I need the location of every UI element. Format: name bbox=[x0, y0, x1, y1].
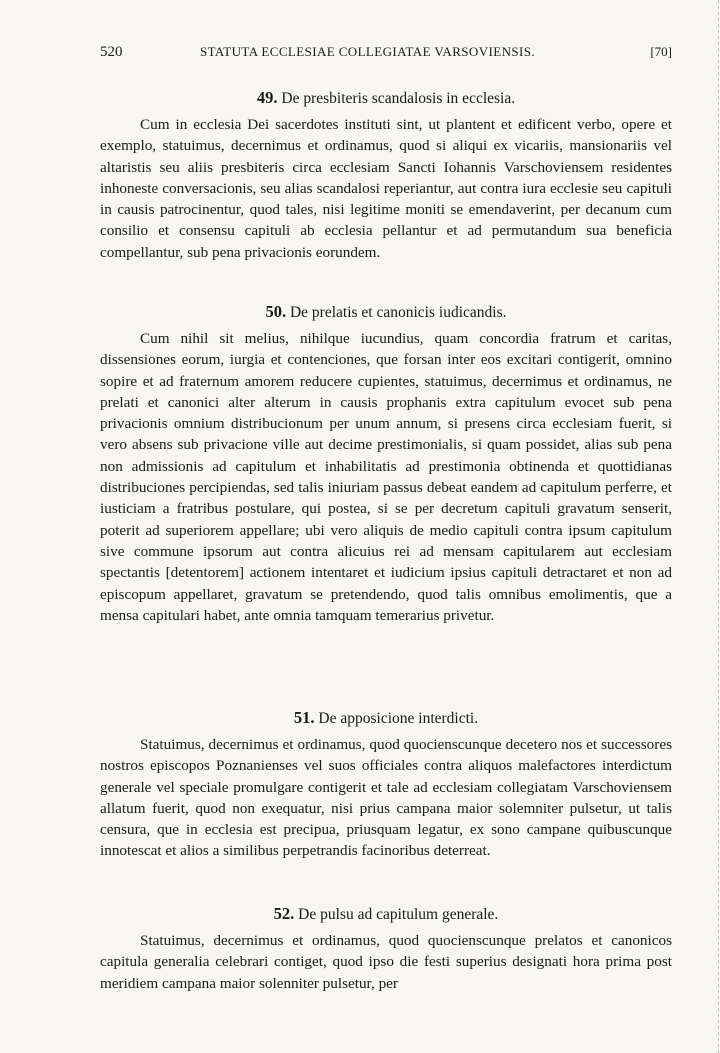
section-title: De apposicione interdicti. bbox=[318, 710, 479, 727]
section-number: 49. bbox=[256, 88, 278, 107]
running-title: STATUTA ECCLESIAE COLLEGIATAE VARSOVIENSIS. bbox=[200, 44, 535, 59]
section-heading bbox=[100, 902, 672, 926]
section-heading bbox=[100, 86, 672, 110]
section-text: Statuimus, decernimus et ordinamus, quod quocienscunque prelatos et canonicos capitula generalia celebrari contiget, quod ipso die festi superius designati hora prima post meridiem campana maior solenniter pulsetur, per bbox=[100, 932, 672, 992]
section-title: De prelatis et canonicis iudicandis. bbox=[289, 304, 507, 321]
scan-edge-rule bbox=[718, 0, 719, 1053]
section-text: Cum nihil sit melius, nihilque iucundius, quam concordia fratrum et caritas, dissensiones eorum, iurgia et contenciones, que forsan inter eos excitari contigerit, omnino sopire et ad fraternum amorem reducere cupientes, statuimus, decernimus et ordinamus, ne prelati et canonici alter alterum in causis prophanis extra capitulum evocet sub pena privacionis omnium distribucionum per unum annum, si presens circa ecclesiam fuerit, si vero absens sub privacione ville aut decime prestimonialis, si quam possidet, alias sub pena non admissionis ad capitulum et inhabilitatis ad prestimonia obtinenda et quottidianas distribuciones percipiendas, sed talis iniuriam passus debeat eandem ad capitulum perferre, et iusticiam a fratribus postulare, qui postea, si se per decretum capituli gravatum senserit, poterit ad superiorem appellare; ubi vero aliquis de medio capituli contra ipsum capitulum sive commune ipsorum aut contra alicuius rei ad mensam capitularem aut ecclesiam spectantis [detentorem] actionem intentaret et iudicium ipsius capituli detractaret et non ad episcopum appellaret, gravatum se pretendendo, quod talis omnibus emolimentis, que a mensa capitulari habet, ante omnia tamquam temerarius privetur. bbox=[100, 330, 672, 624]
section-49 bbox=[100, 86, 672, 263]
section-50 bbox=[100, 300, 672, 626]
section-number: 52. bbox=[273, 904, 295, 923]
section-heading bbox=[100, 706, 672, 730]
section-number: 50. bbox=[265, 302, 287, 321]
section-52 bbox=[100, 902, 672, 994]
section-heading bbox=[100, 300, 672, 324]
page-number: 520 bbox=[100, 44, 123, 60]
section-text: Cum in ecclesia Dei sacerdotes instituti sint, ut plantent et edificent verbo, opere et exemplo, statuimus, decernimus et ordinamus, quod si aliqui ex vicariis, mansionariis vel altaristis seu aliis presbiteris circa ecclesiam Sancti Iohannis Varschoviensem residentes inhoneste conversacionis, seu alias scandalosi reperiantur, aut contra iura ecclesie seu capituli in causis patrocinentur, quod tales, nisi legitime moniti se emendaverint, per decanum cum consilio et consensu capituli ab ecclesia pellantur et ad permutandum sua beneficia compellantur, sub pena privacionis eorundem. bbox=[100, 116, 672, 261]
section-text: Statuimus, decernimus et ordinamus, quod quocienscunque decetero nos et successores nostros episcopos Poznanienses vel suos officiales contra aliquos malefactores interdictum generale vel speciale promulgare contigerit et tale ad ecclesiam collegiatam Varschoviensem allatum fuerit, quod non exequatur, nisi prius campana maior solemniter pulsetur, ut talis censura, que in ecclesia est precipua, priusquam legatur, ex sono campane quibuscunque innotescat et alios a similibus perpetrandis facinoribus deterreat. bbox=[100, 736, 672, 860]
section-title: De presbiteris scandalosis in ecclesia. bbox=[281, 90, 516, 107]
running-header bbox=[100, 44, 672, 64]
section-51 bbox=[100, 706, 672, 862]
section-number: 51. bbox=[293, 708, 315, 727]
original-page-number: [70] bbox=[650, 44, 672, 59]
section-title: De pulsu ad capitulum generale. bbox=[298, 906, 499, 923]
